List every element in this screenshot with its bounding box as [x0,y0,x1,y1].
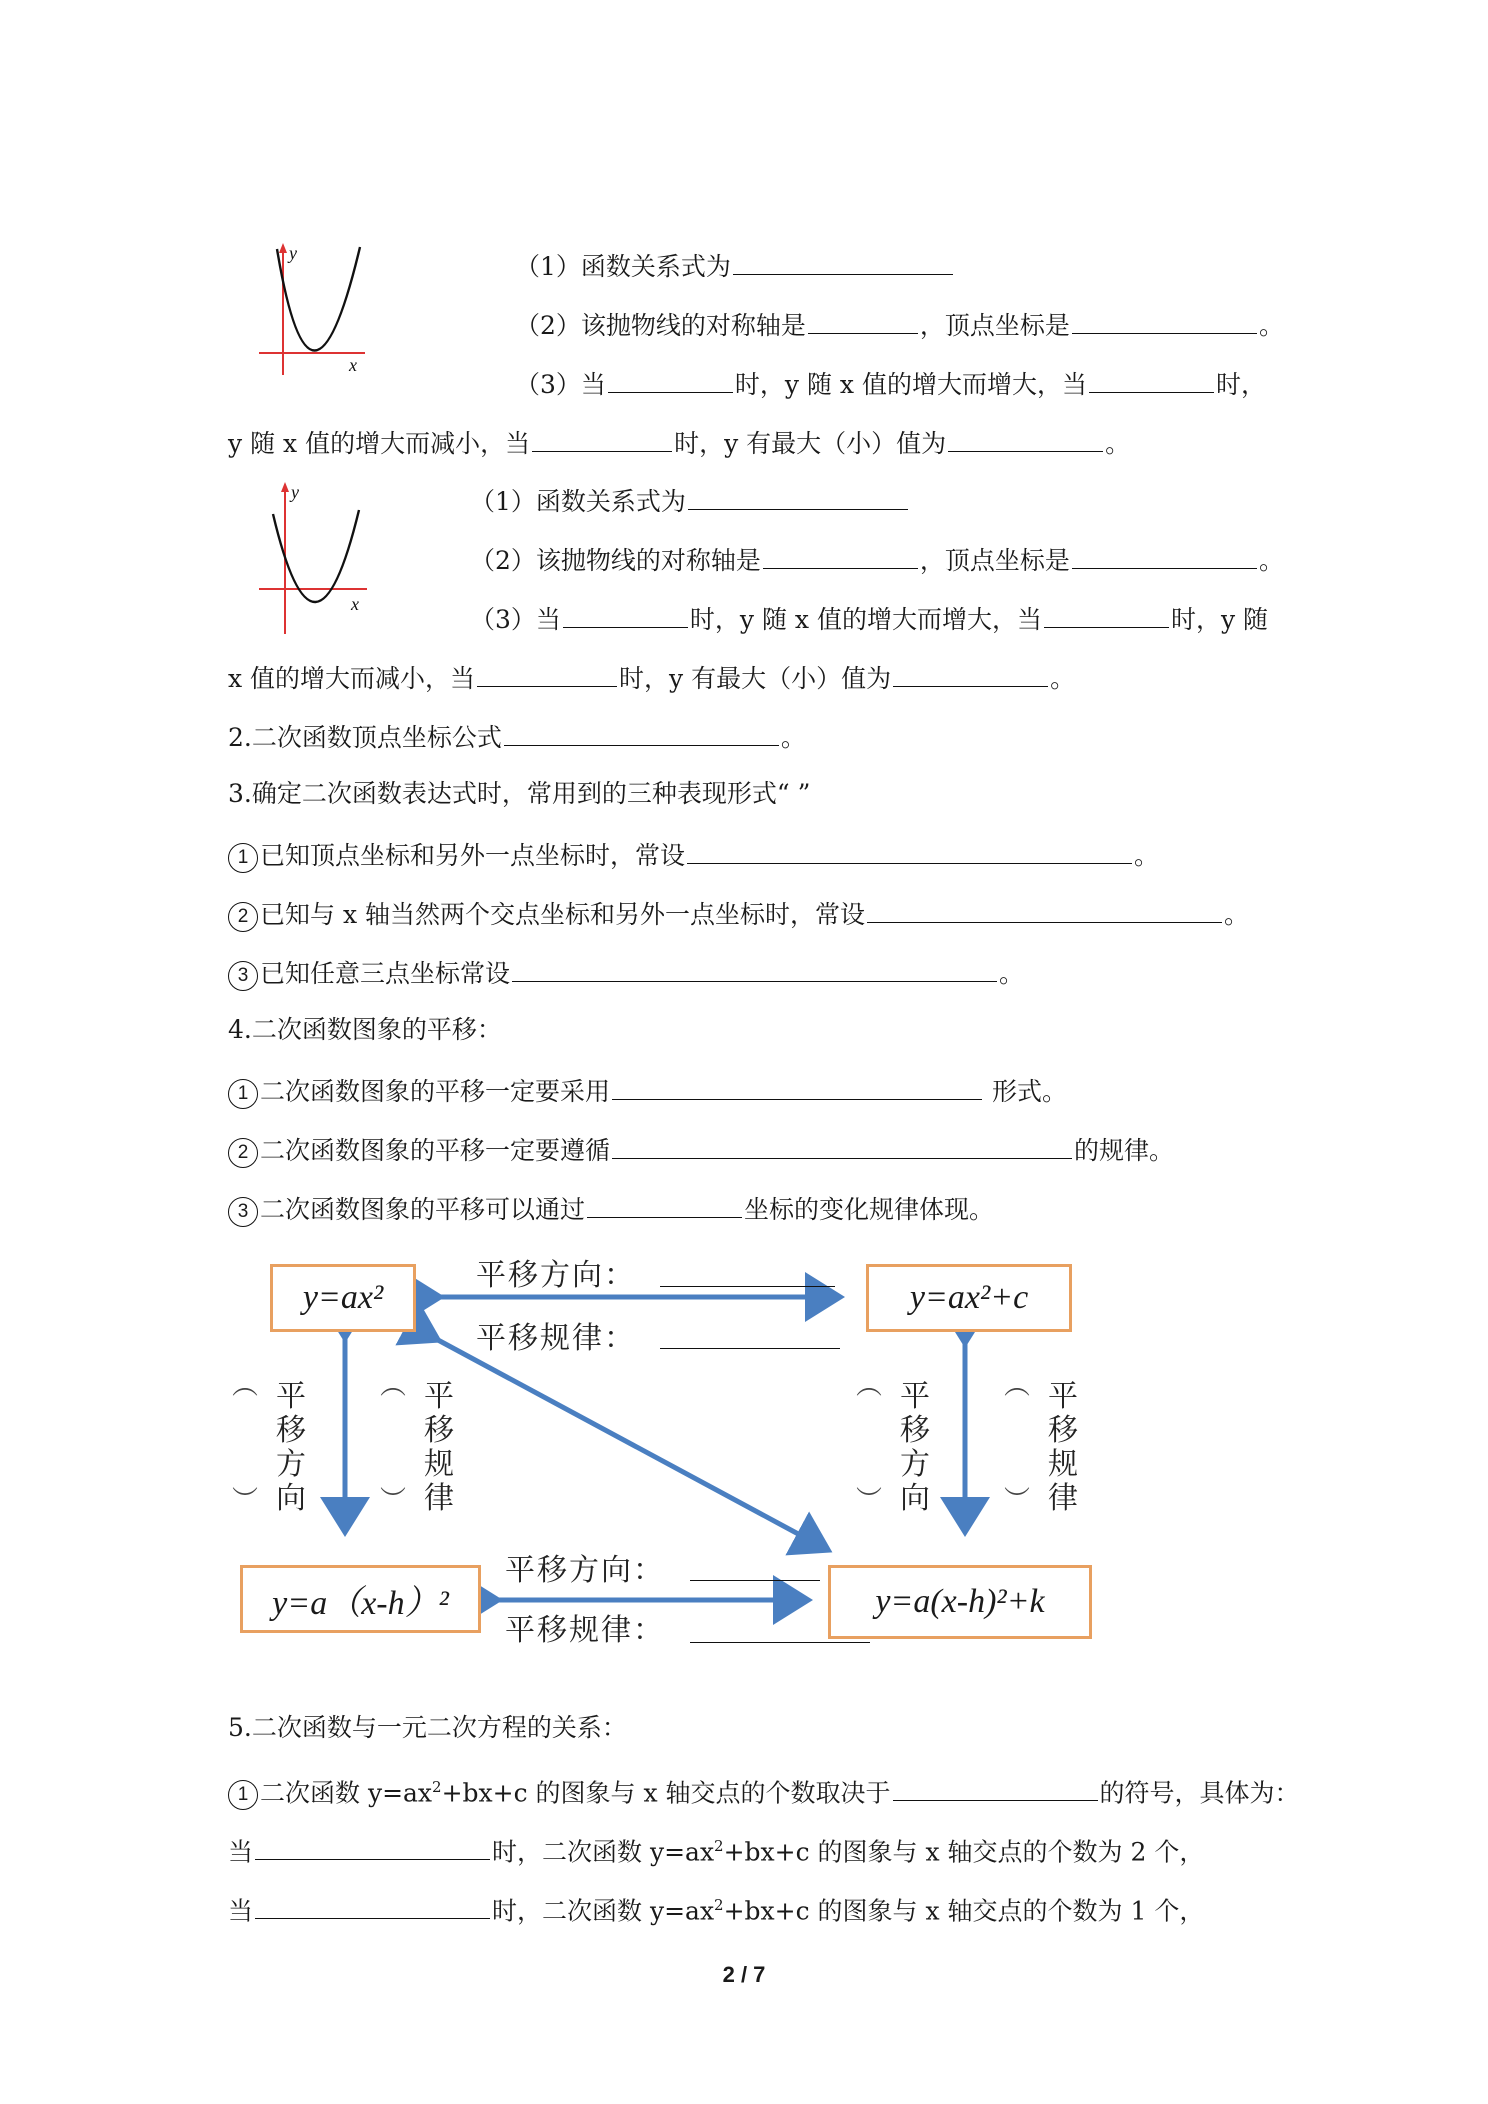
answer-blank[interactable] [893,1772,1098,1801]
paren-open: ︵ [1004,1371,1031,1401]
diagram-dir-label-top: 平移方向： [476,1258,636,1293]
q2-line: 2.二次函数顶点坐标公式 。 [228,717,806,756]
q3-item-1: 1 已知顶点坐标和另外一点坐标时，常设 。 [228,835,1159,874]
q4-title: 4.二次函数图象的平移： [228,1015,502,1044]
q3-title: 3.确定二次函数表达式时，常用到的三种表现形式“ ” [228,779,811,808]
q1b-item1: （1）函数关系式为 [470,481,910,520]
vertical-rule-label-left: 平 移 规 律 [424,1379,454,1516]
answer-blank[interactable] [660,1286,835,1287]
svg-text:x: x [349,355,357,375]
svg-text:y: y [291,482,299,502]
svg-text:y: y [289,243,297,263]
q3-item-2: 2 已知与 x 轴当然两个交点坐标和另外一点坐标时，常设 。 [228,894,1249,933]
diagram-rule-label-top: 平移规律： [476,1321,636,1356]
q5-line-2: 当 时，二次函数 $y=ax^2+bx+c$ 的图象与 x 轴交点的个数为 2 个， [228,1828,1204,1870]
q5-line-3: 当 时，二次函数 $y=ax^2+bx+c$ 的图象与 x 轴交点的个数为 1 个， [228,1887,1204,1929]
answer-blank[interactable] [690,1642,870,1643]
q1a-item3-cont: y 随 x 值的增大而减小，当 时，y 有最大（小）值为 。 [228,423,1130,462]
q1b-item3: （3）当 时，y 随 x 值的增大而增大，当 时，y 随 [470,599,1268,638]
q1a-item1: （1）函数关系式为 [515,246,955,285]
q5-title: 5.二次函数与一元二次方程的关系： [228,1713,627,1742]
diagram-dir-label-bottom: 平移方向： [505,1553,665,1588]
q1a-item2: （2）该抛物线的对称轴是 ，顶点坐标是 。 [515,305,1284,344]
q4-item-3: 3 二次函数图象的平移可以通过 坐标的变化规律体现。 [228,1189,994,1228]
q1a-item3: （3）当 时，y 随 x 值的增大而增大，当 时， [515,364,1266,403]
formula-box-vertical-shift: y=ax²+c [866,1264,1072,1332]
q1b-item2: （2）该抛物线的对称轴是 ，顶点坐标是 。 [470,540,1284,579]
paren-open: ︵ [232,1371,259,1401]
formula-box-vertex-form: y=a(x-h)²+k [828,1565,1092,1639]
formula-box-horizontal-shift: y=a（x-h）² [240,1565,481,1633]
q5-item-1: 1 二次函数 $y=ax^2+bx+c$ 的图象与 x 轴交点的个数取决于 的符号，具体为： [228,1769,1300,1811]
q3-item-3: 3 已知任意三点坐标常设 。 [228,953,1024,992]
diagram-rule-label-bottom: 平移规律： [505,1613,665,1648]
svg-text:x: x [351,594,359,614]
vertical-rule-label-right: 平 移 规 律 [1048,1379,1078,1516]
circle-number: 1 [228,843,258,873]
answer-blank[interactable] [660,1348,840,1349]
page-number: 2 / 7 [722,1962,766,1987]
paren-open: ︵ [380,1371,407,1401]
answer-blank[interactable] [255,1890,490,1919]
circle-number: 3 [228,1197,258,1227]
paren-close: ︶ [1004,1486,1031,1516]
paren-close: ︶ [856,1486,883,1516]
answer-blank[interactable] [690,1580,820,1581]
paren-close: ︶ [380,1486,407,1516]
paren-open: ︵ [856,1371,883,1401]
q1b-item3-cont: x 值的增大而减小，当 时，y 有最大（小）值为 。 [228,658,1075,697]
q4-item-2: 2 二次函数图象的平移一定要遵循 的规律。 [228,1130,1174,1169]
vertical-dir-label-left: 平 移 方 向 [276,1379,306,1516]
q4-item-1: 1 二次函数图象的平移一定要采用 形式。 [228,1071,1067,1110]
formula-box-standard: y=ax² [270,1264,416,1332]
circle-number: 2 [228,1138,258,1168]
paren-close: ︶ [232,1486,259,1516]
circle-number: 1 [228,1079,258,1109]
circle-number: 2 [228,902,258,932]
circle-number: 3 [228,961,258,991]
answer-blank[interactable] [255,1831,490,1860]
circle-number: 1 [228,1780,258,1810]
vertical-dir-label-right: 平 移 方 向 [900,1379,930,1516]
